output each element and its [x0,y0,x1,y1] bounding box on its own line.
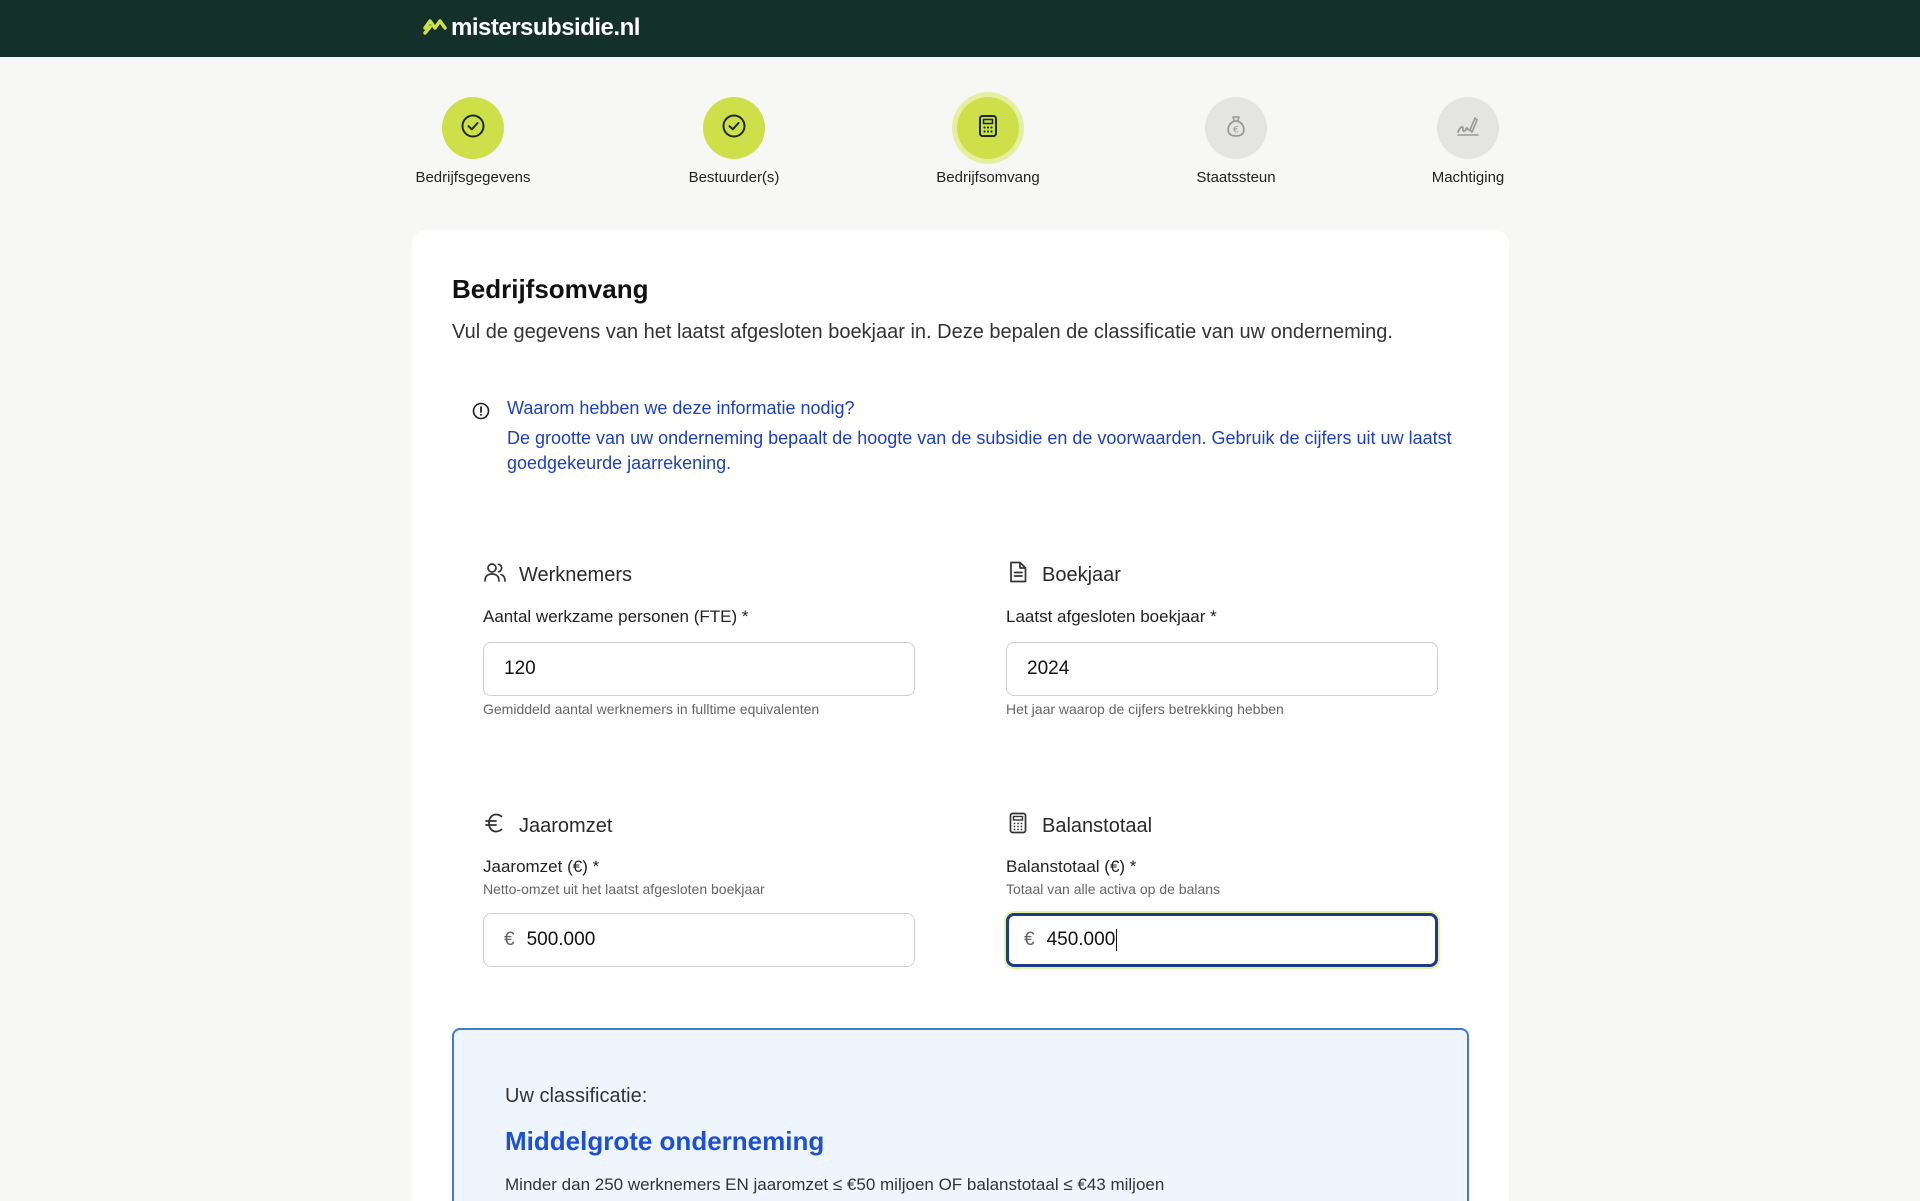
page-subtitle: Vul de gegevens van het laatst afgesloten boekjaar in. Deze bepalen de classificatie van uw onderneming. [452,321,1393,343]
progress-stepper [0,97,1920,197]
signature-icon [1455,113,1481,144]
fte-help: Gemiddeld aantal werknemers in fulltime equivalenten [483,701,820,717]
step-label: Bedrijfsgegevens [415,169,531,186]
section-heading-text: Balanstotaal [1042,814,1153,837]
fte-input[interactable] [483,642,915,696]
info-text: De grootte van uw onderneming bepaalt de hoogte van de subsidie en de voorwaarden. Gebruik de cijfers uit uw laatst goedgekeurde jaarrekening. [507,428,1452,473]
classification-label: Uw classificatie: [505,1085,648,1107]
fte-label: Aantal werkzame personen (FTE) * [483,607,749,626]
step-circle [703,97,765,159]
users-icon [483,560,507,590]
jaaromzet-label: Jaaromzet (€) * [483,857,600,876]
money-bag-icon [1223,113,1249,144]
section-heading [1006,562,1438,588]
jaaromzet-input[interactable] [483,913,915,967]
section-heading [1006,813,1438,839]
field-werknemers [483,562,915,692]
fte-input-value: 120 [504,658,536,679]
step-label: Staatssteun [1196,169,1276,186]
logo[interactable] [423,14,640,42]
boekjaar-label: Laatst afgesloten boekjaar * [1006,607,1217,626]
logo-text: mistersubsidie.nl [451,14,640,41]
step-machtiging[interactable] [1368,97,1568,186]
jaaromzet-input-value: 500.000 [526,929,596,950]
classification-box [452,1028,1469,1201]
euro-prefix: € [1024,929,1035,950]
jaaromzet-desc: Netto-omzet uit het laatst afgesloten boekjaar [483,881,765,897]
balanstotaal-desc: Totaal van alle activa op de balans [1006,881,1221,897]
balanstotaal-input-value: 450.000 [1046,929,1116,950]
section-heading-text: Boekjaar [1042,563,1121,586]
classification-description: Minder dan 250 werknemers EN jaaromzet ≤ €50 miljoen OF balanstotaal ≤ €43 miljoen [505,1175,1165,1194]
info-title: Waarom hebben we deze informatie nodig? [507,398,855,418]
field-jaaromzet [483,813,915,973]
classification-value: Middelgrote onderneming [505,1126,825,1156]
calculator-icon [1006,811,1030,841]
svg-text:€: € [1233,125,1239,135]
field-balanstotaal [1006,813,1438,973]
text-caret [1116,929,1117,951]
top-bar [0,0,1920,57]
section-heading-text: Werknemers [519,563,632,586]
section-heading [483,562,915,588]
step-circle [442,97,504,159]
check-circle-icon [721,113,747,144]
step-bestuurders[interactable] [634,97,834,186]
section-heading [483,813,915,839]
section-heading-text: Jaaromzet [519,814,613,837]
euro-icon [483,811,507,841]
step-circle [1205,97,1267,159]
step-label: Machtiging [1431,169,1505,186]
zigzag-logo-icon [423,16,447,41]
step-staatssteun[interactable] [1136,97,1336,186]
check-circle-icon [460,113,486,144]
step-circle [1437,97,1499,159]
balanstotaal-input[interactable] [1006,913,1438,967]
calculator-icon [975,113,1001,144]
step-label: Bestuurder(s) [688,169,780,186]
step-circle [957,97,1019,159]
step-label: Bedrijfsomvang [936,169,1040,186]
step-bedrijfsomvang[interactable] [888,97,1088,186]
page-title: Bedrijfsomvang [452,274,649,304]
step-bedrijfsgegevens[interactable] [373,97,573,186]
field-boekjaar [1006,562,1438,692]
balanstotaal-label: Balanstotaal (€) * [1006,857,1137,876]
form-card [412,230,1509,1201]
euro-prefix: € [504,929,515,950]
boekjaar-help: Het jaar waarop de cijfers betrekking hebben [1006,701,1284,717]
info-icon [472,402,490,425]
boekjaar-input-value: 2024 [1027,658,1070,679]
document-icon [1006,560,1030,590]
boekjaar-input[interactable] [1006,642,1438,696]
